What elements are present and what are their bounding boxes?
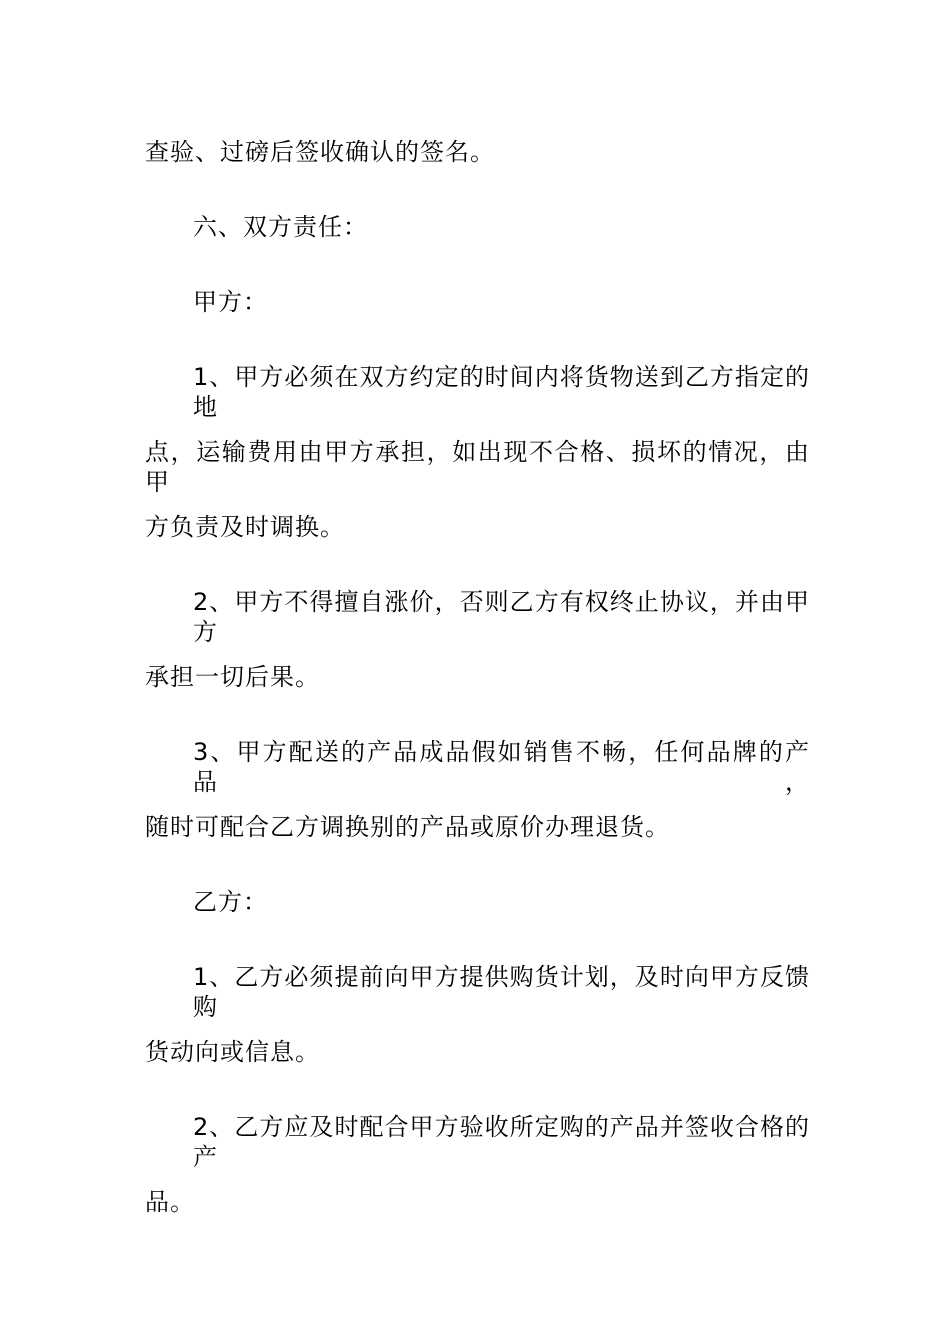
text-line: 货动向或信息。 [145, 1038, 320, 1066]
text-line: 2、甲方不得擅自涨价，否则乙方有权终止协议，并由甲方 [193, 588, 810, 646]
party-heading: 乙方： [193, 888, 268, 916]
text-line: 方负责及时调换。 [145, 513, 345, 541]
text-line: 点，运输费用由甲方承担，如出现不合格、损坏的情况，由甲 [145, 438, 810, 496]
text-line: 2、乙方应及时配合甲方验收所定购的产品并签收合格的产 [193, 1113, 810, 1171]
text-line: 1、甲方必须在双方约定的时间内将货物送到乙方指定的地 [193, 363, 810, 421]
text-line: 查验、过磅后签收确认的签名。 [145, 138, 495, 166]
text-line: 品。 [145, 1188, 195, 1216]
text-line: 承担一切后果。 [145, 663, 320, 691]
text-line: 1、乙方必须提前向甲方提供购货计划，及时向甲方反馈购 [193, 963, 810, 1021]
party-heading: 甲方： [193, 288, 268, 316]
section-heading: 六、双方责任： [193, 213, 368, 241]
text-line: 随时可配合乙方调换别的产品或原价办理退货。 [145, 813, 670, 841]
text-line: 3、甲方配送的产品成品假如销售不畅，任何品牌的产品， [193, 738, 810, 796]
